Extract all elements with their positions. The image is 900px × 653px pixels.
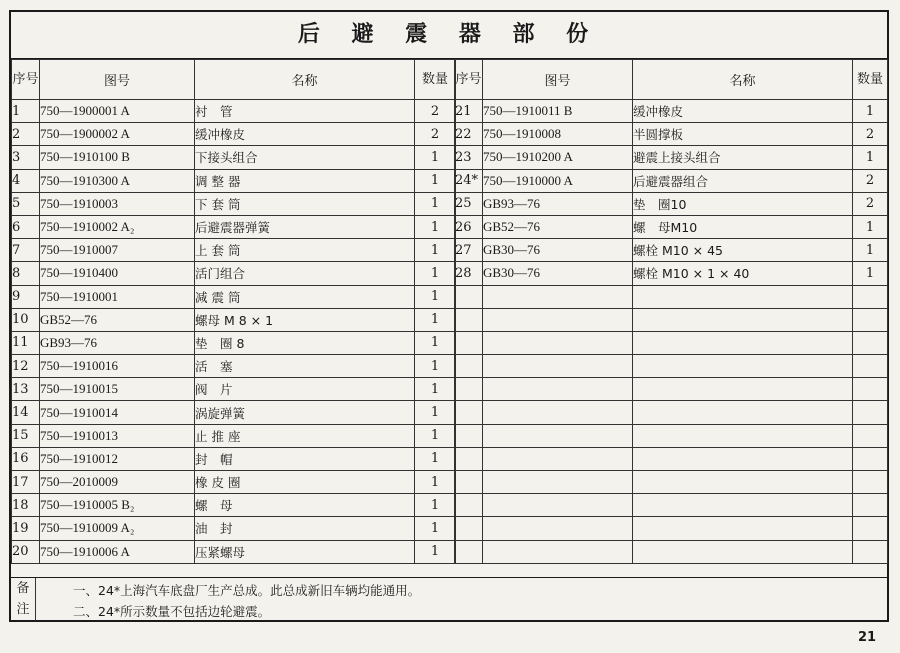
row-part-name: 活门组合 [195,262,415,285]
row-part-name: 阀 片 [195,378,415,401]
table-row [12,355,456,378]
row-part-name: 垫 圈10 [633,192,853,215]
header-seq: 序号 [12,60,40,100]
table-row [12,123,456,146]
row-seq: 24* [455,169,483,192]
parts-table-right [454,59,888,564]
header-name: 名称 [633,60,853,100]
row-part-code: GB93—76 [40,331,195,354]
row-part-code: GB93—76 [483,192,633,215]
table-row [12,308,456,331]
row-seq: 7 [12,239,40,262]
row-seq: 3 [12,146,40,169]
row-seq: 15 [12,424,40,447]
row-part-name: 下接头组合 [195,146,415,169]
row-qty: 1 [415,169,456,192]
row-seq: 6 [12,215,40,238]
header-seq: 序号 [455,60,483,100]
row-part-code: 750—1910016 [40,355,195,378]
row-qty: 1 [853,146,888,169]
row-part-code: 750—1910100 B [40,146,195,169]
row-part-name: 活 塞 [195,355,415,378]
row-qty: 1 [853,262,888,285]
row-seq: 20 [12,540,40,563]
row-qty: 1 [415,355,456,378]
row-part-code: GB52—76 [483,215,633,238]
row-qty: 1 [415,540,456,563]
row-part-code: 750—1910400 [40,262,195,285]
row-qty: 1 [415,285,456,308]
row-seq: 14 [12,401,40,424]
row-qty: 2 [853,192,888,215]
table-row [12,331,456,354]
header-qty: 数量 [415,60,456,100]
row-qty: 1 [415,308,456,331]
row-part-name: 螺母 M 8 × 1 [195,308,415,331]
row-part-code: 750—1910008 [483,123,633,146]
row-qty: 1 [415,215,456,238]
row-part-code: GB52—76 [40,308,195,331]
row-seq: 27 [455,239,483,262]
empty-row [455,471,888,494]
table-row [455,192,888,215]
header-qty: 数量 [853,60,888,100]
row-qty: 1 [415,447,456,470]
table-row [12,517,456,540]
empty-row [455,447,888,470]
table-row [12,192,456,215]
table-row [455,146,888,169]
empty-row [455,331,888,354]
table-header [12,60,456,100]
row-part-name: 橡 皮 圈 [195,471,415,494]
row-qty: 1 [853,215,888,238]
empty-row [455,517,888,540]
row-part-name: 避震上接头组合 [633,146,853,169]
remark-1: 一、24*上海汽车底盘厂生产总成。此总成新旧车辆均能通用。 [73,583,421,598]
row-qty: 2 [415,100,456,123]
table-row [455,123,888,146]
row-seq: 18 [12,494,40,517]
row-part-name: 后避震器组合 [633,169,853,192]
table-row [12,494,456,517]
table-row [455,239,888,262]
row-part-name: 缓冲橡皮 [195,123,415,146]
row-part-code: 750—1910009 A₂ [40,517,195,540]
row-part-code: 750—1910011 B [483,100,633,123]
row-qty: 1 [415,192,456,215]
remark-2: 二、24*所示数量不包括边轮避震。 [73,604,271,619]
header-code: 图号 [40,60,195,100]
row-part-name: 压紧螺母 [195,540,415,563]
row-part-name: 半圆撑板 [633,123,853,146]
row-part-code: 750—1910002 A₂ [40,215,195,238]
row-seq: 25 [455,192,483,215]
row-seq: 9 [12,285,40,308]
table-row [12,239,456,262]
row-part-name: 油 封 [195,517,415,540]
row-part-name: 减 震 筒 [195,285,415,308]
row-seq: 19 [12,517,40,540]
table-row [455,262,888,285]
row-qty: 1 [415,146,456,169]
row-seq: 5 [12,192,40,215]
row-part-code: 750—1910006 A [40,540,195,563]
row-seq: 22 [455,123,483,146]
table-row [12,540,456,563]
row-qty: 1 [415,262,456,285]
row-part-code: 750—1910015 [40,378,195,401]
parts-table-left [11,59,456,564]
row-part-name: 垫 圈 8 [195,331,415,354]
row-qty: 2 [415,123,456,146]
row-part-code: 750—1910013 [40,424,195,447]
row-seq: 12 [12,355,40,378]
row-seq: 2 [12,123,40,146]
empty-row [455,424,888,447]
row-qty: 1 [415,424,456,447]
row-seq: 28 [455,262,483,285]
row-seq: 17 [12,471,40,494]
parts-list-sheet [9,10,889,622]
row-part-name: 下 套 筒 [195,192,415,215]
row-part-code: 750—1910001 [40,285,195,308]
row-part-code: GB30—76 [483,239,633,262]
empty-row [455,494,888,517]
row-seq: 8 [12,262,40,285]
row-part-code: 750—1910300 A [40,169,195,192]
table-row [12,378,456,401]
table-row [12,169,456,192]
table-row [12,146,456,169]
table-row [455,215,888,238]
row-part-code: 750—1910005 B₂ [40,494,195,517]
table-header [455,60,888,100]
empty-row [455,285,888,308]
row-seq: 21 [455,100,483,123]
table-row [12,401,456,424]
remarks-label: 备注 [11,578,36,621]
row-part-name: 螺 母M10 [633,215,853,238]
row-qty: 2 [853,123,888,146]
row-qty: 1 [853,239,888,262]
header-name: 名称 [195,60,415,100]
table-row [455,100,888,123]
empty-row [455,378,888,401]
row-part-name: 螺 母 [195,494,415,517]
row-seq: 26 [455,215,483,238]
header-code: 图号 [483,60,633,100]
table-row [12,262,456,285]
row-qty: 1 [415,471,456,494]
table-row [12,285,456,308]
row-part-code: 750—1900002 A [40,123,195,146]
row-part-code: 750—1910012 [40,447,195,470]
row-part-code: 750—1910200 A [483,146,633,169]
row-qty: 1 [853,100,888,123]
row-part-name: 缓冲橡皮 [633,100,853,123]
row-part-name: 后避震器弹簧 [195,215,415,238]
table-row [455,169,888,192]
row-seq: 1 [12,100,40,123]
row-part-code: 750—1910003 [40,192,195,215]
row-seq: 16 [12,447,40,470]
row-seq: 23 [455,146,483,169]
table-row [12,471,456,494]
empty-row [455,401,888,424]
row-part-name: 封 帽 [195,447,415,470]
remarks-section [11,577,887,621]
row-qty: 1 [415,331,456,354]
row-part-name: 衬 管 [195,100,415,123]
row-part-name: 止 推 座 [195,424,415,447]
row-part-code: 750—1910007 [40,239,195,262]
page-number: 21 [858,630,877,645]
row-part-code: GB30—76 [483,262,633,285]
row-part-code: 750—1900001 A [40,100,195,123]
empty-row [455,355,888,378]
row-part-code: 750—1910014 [40,401,195,424]
row-seq: 4 [12,169,40,192]
row-qty: 1 [415,517,456,540]
row-part-name: 螺栓 M10 × 45 [633,239,853,262]
row-part-name: 上 套 筒 [195,239,415,262]
empty-row [455,540,888,563]
row-seq: 10 [12,308,40,331]
table-row [12,447,456,470]
row-part-code: 750—2010009 [40,471,195,494]
table-row [12,424,456,447]
page-title: 后 避 震 器 部 份 [11,12,887,59]
table-row [12,100,456,123]
row-part-name: 涡旋弹簧 [195,401,415,424]
row-part-name: 调 整 器 [195,169,415,192]
row-part-name: 螺栓 M10 × 1 × 40 [633,262,853,285]
row-qty: 1 [415,401,456,424]
row-qty: 1 [415,494,456,517]
row-part-code: 750—1910000 A [483,169,633,192]
row-seq: 11 [12,331,40,354]
row-seq: 13 [12,378,40,401]
row-qty: 1 [415,378,456,401]
row-qty: 1 [415,239,456,262]
row-qty: 2 [853,169,888,192]
table-row [12,215,456,238]
empty-row [455,308,888,331]
